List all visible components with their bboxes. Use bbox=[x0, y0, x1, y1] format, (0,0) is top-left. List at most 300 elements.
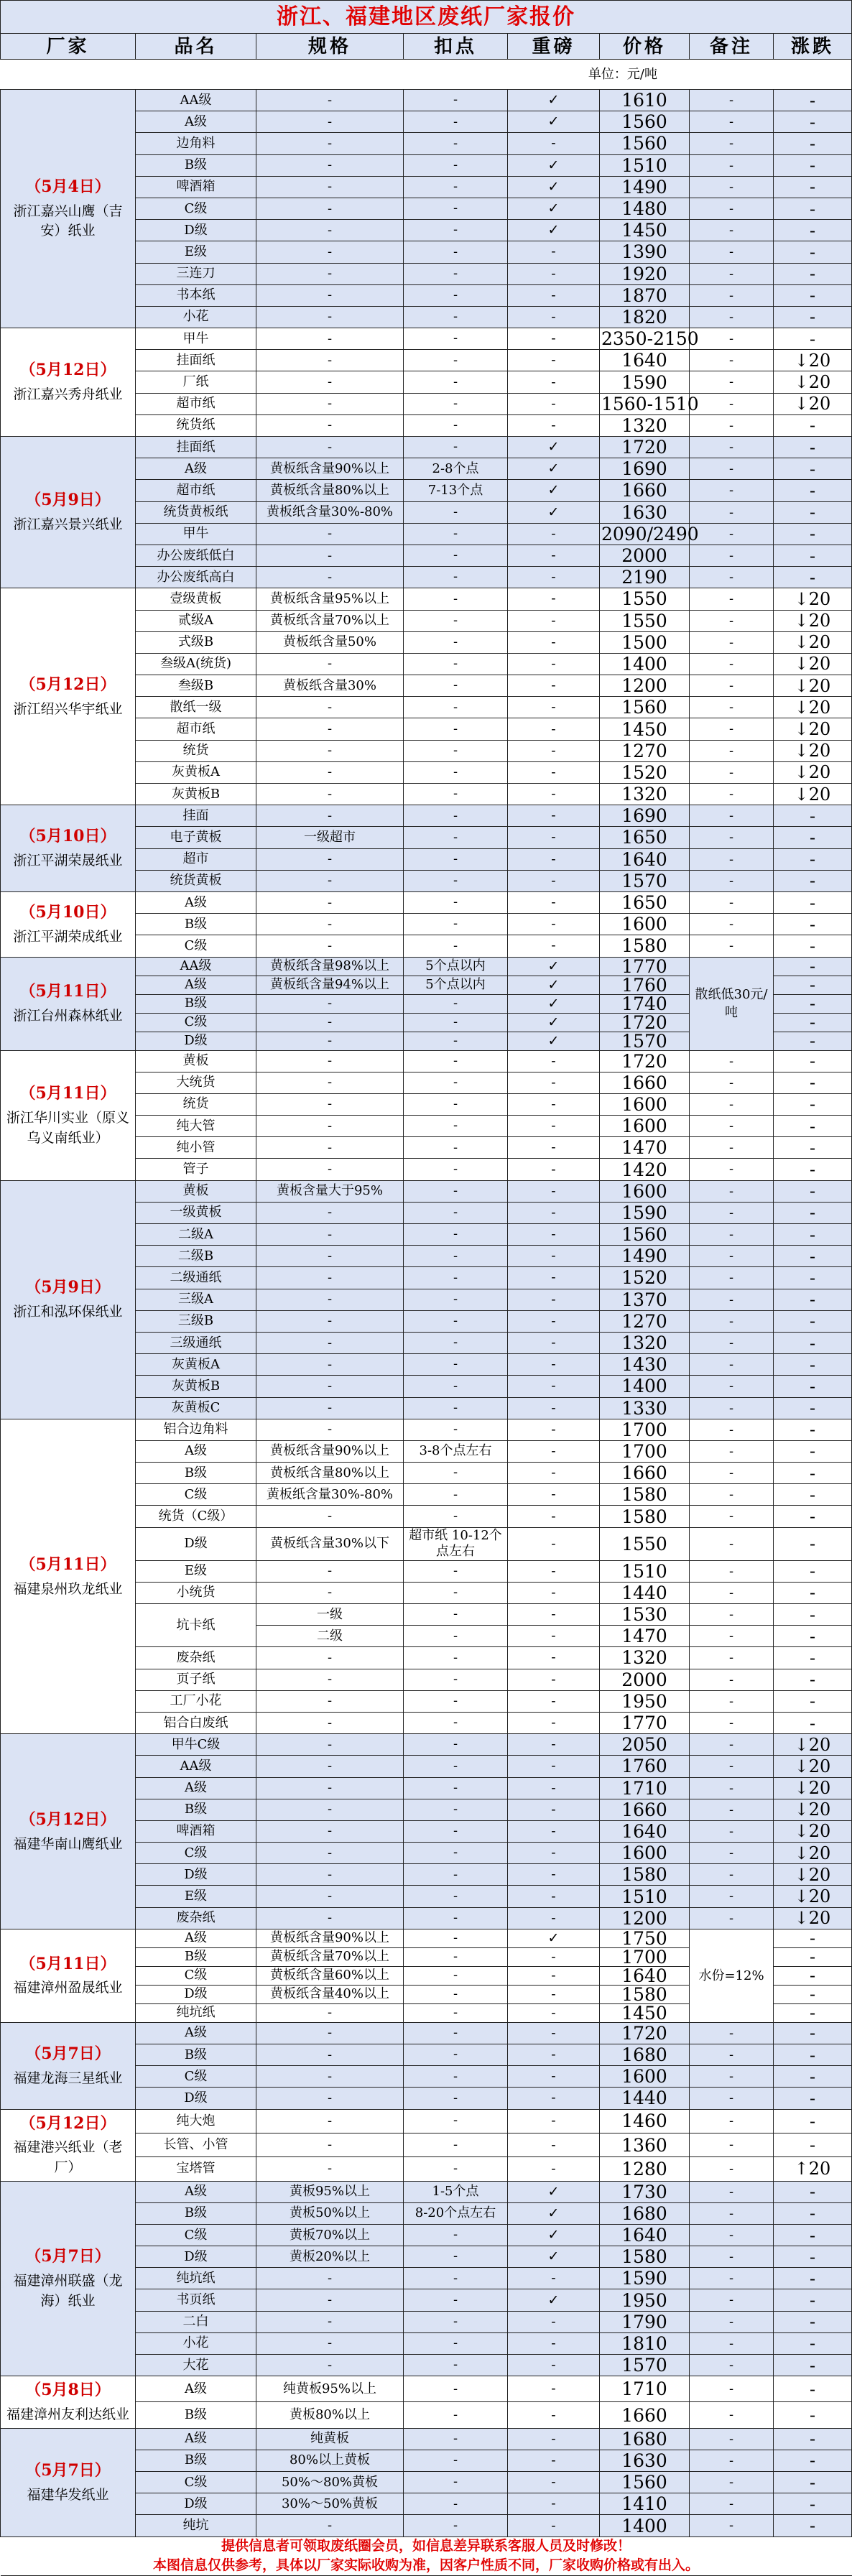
deduction-cell: - bbox=[404, 2428, 508, 2450]
spec-cell: - bbox=[256, 1669, 404, 1690]
change-cell: - bbox=[774, 957, 852, 976]
change-cell: - bbox=[774, 1013, 852, 1032]
price-cell: 1660 bbox=[600, 1072, 690, 1093]
deduction-cell: - bbox=[404, 133, 508, 154]
product-cell: B级 bbox=[136, 1947, 256, 1966]
spec-cell: - bbox=[256, 545, 404, 566]
price-cell: 1710 bbox=[600, 2376, 690, 2402]
price-cell: 1640 bbox=[600, 1966, 690, 1985]
product-cell: B级 bbox=[136, 2202, 256, 2224]
factory-name: 浙江平湖荣成纸业 bbox=[13, 928, 123, 945]
price-cell: 1720 bbox=[600, 1050, 690, 1072]
change-cell: - bbox=[774, 1647, 852, 1669]
weight-cell: - bbox=[508, 1419, 600, 1440]
product-cell: 挂面 bbox=[136, 805, 256, 827]
change-cell: - bbox=[774, 1267, 852, 1289]
deduction-cell: - bbox=[404, 1072, 508, 1093]
deduction-cell: - bbox=[404, 2402, 508, 2428]
weight-cell: - bbox=[508, 2109, 600, 2133]
change-cell: - bbox=[774, 1137, 852, 1159]
product-cell: A级 bbox=[136, 1777, 256, 1799]
spec-cell: 黄板纸含量80%以上 bbox=[256, 480, 404, 501]
product-cell: 纯坑 bbox=[136, 2515, 256, 2536]
weight-cell: ✓ bbox=[508, 154, 600, 176]
factory-name: 福建漳州盈晟纸业 bbox=[13, 1980, 123, 1996]
note-cell: - bbox=[690, 198, 774, 219]
weight-cell: - bbox=[508, 1289, 600, 1310]
product-cell: 铝合白废纸 bbox=[136, 1712, 256, 1733]
weight-cell: ✓ bbox=[508, 480, 600, 501]
note-cell: - bbox=[690, 458, 774, 480]
note-cell: - bbox=[690, 371, 774, 393]
spec-cell: - bbox=[256, 740, 404, 761]
weight-cell: - bbox=[508, 1820, 600, 1842]
change-cell: - bbox=[774, 198, 852, 219]
spec-cell: - bbox=[256, 994, 404, 1013]
spec-cell: - bbox=[256, 697, 404, 718]
price-cell: 1580 bbox=[600, 2246, 690, 2268]
note-cell: - bbox=[690, 1440, 774, 1462]
note-cell: - bbox=[690, 1712, 774, 1733]
weight-cell: - bbox=[508, 1527, 600, 1560]
weight-cell: - bbox=[508, 241, 600, 263]
product-cell: 甲牛 bbox=[136, 523, 256, 545]
price-cell: 1450 bbox=[600, 220, 690, 241]
spec-cell: - bbox=[256, 1734, 404, 1756]
note-cell: - bbox=[690, 1820, 774, 1842]
weight-cell: - bbox=[508, 1159, 600, 1180]
deduction-cell: - bbox=[404, 1180, 508, 1202]
note-cell: - bbox=[690, 2133, 774, 2156]
price-cell: 1470 bbox=[600, 1137, 690, 1159]
price-cell: 1500 bbox=[600, 631, 690, 653]
change-cell: - bbox=[774, 1072, 852, 1093]
weight-cell: - bbox=[508, 1560, 600, 1582]
change-cell: - bbox=[774, 1947, 852, 1966]
note-cell: - bbox=[690, 1072, 774, 1093]
deduction-cell: - bbox=[404, 1484, 508, 1506]
change-cell: - bbox=[774, 1050, 852, 1072]
deduction-cell: - bbox=[404, 1032, 508, 1050]
factory-cell bbox=[1, 1929, 136, 2022]
note-cell: - bbox=[690, 761, 774, 783]
note-cell: - bbox=[690, 414, 774, 436]
deduction-cell: - bbox=[404, 935, 508, 957]
deduction-cell: - bbox=[404, 653, 508, 675]
deduction-cell: - bbox=[404, 1013, 508, 1032]
change-cell: - bbox=[774, 176, 852, 198]
spec-cell: - bbox=[256, 220, 404, 241]
deduction-cell: - bbox=[404, 523, 508, 545]
product-cell: 灰黄板A bbox=[136, 1354, 256, 1376]
note-cell: - bbox=[690, 1734, 774, 1756]
weight-cell: - bbox=[508, 1647, 600, 1669]
price-cell: 1550 bbox=[600, 1527, 690, 1560]
product-cell: 二级A bbox=[136, 1224, 256, 1246]
note-cell: - bbox=[690, 545, 774, 566]
factory-cell bbox=[1, 1734, 136, 1929]
note-cell: - bbox=[690, 2202, 774, 2224]
weight-cell: - bbox=[508, 1582, 600, 1603]
price-cell: 1680 bbox=[600, 2044, 690, 2066]
change-cell: - bbox=[774, 1310, 852, 1332]
note-cell: - bbox=[690, 2268, 774, 2289]
product-cell: B级 bbox=[136, 2044, 256, 2066]
weight-cell: - bbox=[508, 1864, 600, 1886]
sheet-title: 浙江、福建地区废纸厂家报价 bbox=[1, 1, 852, 34]
product-cell: D级 bbox=[136, 1985, 256, 2003]
price-cell: 1730 bbox=[600, 2181, 690, 2202]
weight-cell: - bbox=[508, 2402, 600, 2428]
deduction-cell: - bbox=[404, 1224, 508, 1246]
price-cell: 1600 bbox=[600, 2066, 690, 2088]
change-cell: ↑20 bbox=[774, 2157, 852, 2181]
price-cell: 1530 bbox=[600, 1604, 690, 1626]
factory-date: （5月11日） bbox=[19, 982, 116, 1001]
change-cell: - bbox=[774, 1985, 852, 2003]
product-cell: 啤酒箱 bbox=[136, 1820, 256, 1842]
weight-cell: - bbox=[508, 1843, 600, 1864]
price-cell: 1760 bbox=[600, 1756, 690, 1777]
note-cell: - bbox=[690, 480, 774, 501]
note-cell: - bbox=[690, 675, 774, 697]
price-cell: 1590 bbox=[600, 2268, 690, 2289]
spec-cell: - bbox=[256, 1756, 404, 1777]
price-cell: 1590 bbox=[600, 1202, 690, 1223]
weight-cell: - bbox=[508, 2157, 600, 2181]
note-cell: - bbox=[690, 891, 774, 913]
weight-cell: - bbox=[508, 2022, 600, 2044]
note-cell: - bbox=[690, 2022, 774, 2044]
spec-cell: - bbox=[256, 1332, 404, 1353]
deduction-cell: - bbox=[404, 2355, 508, 2376]
weight-cell: - bbox=[508, 1180, 600, 1202]
price-cell: 1420 bbox=[600, 1159, 690, 1180]
note-cell: - bbox=[690, 1907, 774, 1929]
footer-line-2: 本图信息仅供参考，具体以厂家实际收购为准，因客户性质不同，厂家收购价格或有出入。 bbox=[1, 2556, 852, 2575]
note-cell: - bbox=[690, 2044, 774, 2066]
header-spec: 规格 bbox=[256, 34, 404, 60]
spec-cell: 黄板含量大于95% bbox=[256, 1180, 404, 1202]
spec-cell: - bbox=[256, 2088, 404, 2109]
spec-cell: - bbox=[256, 306, 404, 328]
product-cell: D级 bbox=[136, 2088, 256, 2109]
product-cell: D级 bbox=[136, 2493, 256, 2515]
price-cell: 1950 bbox=[600, 2289, 690, 2311]
weight-cell: - bbox=[508, 2355, 600, 2376]
change-cell: - bbox=[774, 284, 852, 306]
price-cell: 1570 bbox=[600, 2355, 690, 2376]
product-cell: 页子纸 bbox=[136, 1669, 256, 1690]
spec-cell: 黄板纸含量90%以上 bbox=[256, 1929, 404, 1947]
deduction-cell: - bbox=[404, 2157, 508, 2181]
change-cell: - bbox=[774, 2181, 852, 2202]
deduction-cell: - bbox=[404, 1799, 508, 1820]
weight-cell: - bbox=[508, 393, 600, 414]
weight-cell: ✓ bbox=[508, 90, 600, 111]
note-cell: - bbox=[690, 653, 774, 675]
header-note: 备注 bbox=[690, 34, 774, 60]
spec-cell: - bbox=[256, 1354, 404, 1376]
change-cell: - bbox=[774, 827, 852, 848]
price-cell: 1450 bbox=[600, 718, 690, 740]
spec-cell: - bbox=[256, 2133, 404, 2156]
weight-cell: ✓ bbox=[508, 1929, 600, 1947]
price-cell: 1550 bbox=[600, 610, 690, 631]
change-cell: - bbox=[774, 2003, 852, 2022]
price-cell: 1510 bbox=[600, 1560, 690, 1582]
product-cell: D级 bbox=[136, 1527, 256, 1560]
factory-cell bbox=[1, 2376, 136, 2428]
change-cell: - bbox=[774, 2088, 852, 2109]
product-cell: 甲牛C级 bbox=[136, 1734, 256, 1756]
weight-cell: - bbox=[508, 2044, 600, 2066]
price-cell: 1280 bbox=[600, 2157, 690, 2181]
price-cell: 1700 bbox=[600, 1419, 690, 1440]
title-row bbox=[1, 1, 852, 34]
weight-cell: - bbox=[508, 1947, 600, 1966]
change-cell: ↓20 bbox=[774, 1756, 852, 1777]
price-cell: 1660 bbox=[600, 1799, 690, 1820]
deduction-cell: - bbox=[404, 567, 508, 588]
factory-cell bbox=[1, 2022, 136, 2109]
product-cell: A级 bbox=[136, 2376, 256, 2402]
change-cell: - bbox=[774, 111, 852, 133]
deduction-cell: - bbox=[404, 1419, 508, 1440]
change-cell: - bbox=[774, 1354, 852, 1376]
product-cell: 小花 bbox=[136, 2332, 256, 2354]
note-cell: - bbox=[690, 1137, 774, 1159]
deduction-cell: 5个点以内 bbox=[404, 957, 508, 976]
price-cell: 1370 bbox=[600, 1289, 690, 1310]
price-cell: 1650 bbox=[600, 891, 690, 913]
change-cell: - bbox=[774, 848, 852, 870]
change-cell: - bbox=[774, 1376, 852, 1397]
price-cell: 1600 bbox=[600, 1180, 690, 1202]
table-row bbox=[1, 805, 852, 827]
deduction-cell: - bbox=[404, 2088, 508, 2109]
price-cell: 1560-1510 bbox=[600, 393, 690, 414]
spec-cell: - bbox=[256, 154, 404, 176]
weight-cell: - bbox=[508, 328, 600, 350]
change-cell: - bbox=[774, 1093, 852, 1115]
deduction-cell: - bbox=[404, 2044, 508, 2066]
weight-cell: - bbox=[508, 1966, 600, 1985]
header-weight: 重磅 bbox=[508, 34, 600, 60]
table-row bbox=[1, 90, 852, 111]
note-cell: - bbox=[690, 2181, 774, 2202]
deduction-cell: - bbox=[404, 1690, 508, 1712]
table-row bbox=[1, 2376, 852, 2402]
table-row bbox=[1, 1050, 852, 1072]
change-cell: - bbox=[774, 414, 852, 436]
change-cell: - bbox=[774, 1929, 852, 1947]
spec-cell: 纯黄板 bbox=[256, 2428, 404, 2450]
spec-cell: - bbox=[256, 350, 404, 371]
product-cell: D级 bbox=[136, 1032, 256, 1050]
factory-cell bbox=[1, 2109, 136, 2181]
spec-cell: - bbox=[256, 935, 404, 957]
deduction-cell: - bbox=[404, 631, 508, 653]
change-cell: - bbox=[774, 1527, 852, 1560]
change-cell: ↓20 bbox=[774, 350, 852, 371]
product-cell: 灰黄板A bbox=[136, 761, 256, 783]
product-cell: E级 bbox=[136, 1886, 256, 1907]
spec-cell: - bbox=[256, 2044, 404, 2066]
product-cell: A级 bbox=[136, 1440, 256, 1462]
price-cell: 1320 bbox=[600, 1332, 690, 1353]
factory-name: 浙江嘉兴景兴纸业 bbox=[13, 516, 123, 533]
price-cell: 1660 bbox=[600, 480, 690, 501]
deduction-cell: 超市纸 10-12个点左右 bbox=[404, 1527, 508, 1560]
note-cell: 水份=12% bbox=[690, 1929, 774, 2022]
product-cell: 边角料 bbox=[136, 133, 256, 154]
note-cell: - bbox=[690, 784, 774, 805]
table-row bbox=[1, 588, 852, 610]
deduction-cell: - bbox=[404, 2311, 508, 2332]
deduction-cell: - bbox=[404, 2003, 508, 2022]
change-cell: - bbox=[774, 2450, 852, 2471]
change-cell: - bbox=[774, 2332, 852, 2354]
change-cell: ↓20 bbox=[774, 761, 852, 783]
deduction-cell: - bbox=[404, 1907, 508, 1929]
deduction-cell: - bbox=[404, 1647, 508, 1669]
weight-cell: - bbox=[508, 1202, 600, 1223]
factory-date: （5月9日） bbox=[25, 491, 111, 510]
price-cell: 2190 bbox=[600, 567, 690, 588]
change-cell: - bbox=[774, 1246, 852, 1267]
unit-row bbox=[1, 60, 852, 90]
product-cell: 统货黄板纸 bbox=[136, 501, 256, 523]
deduction-cell: - bbox=[404, 718, 508, 740]
factory-name: 浙江平湖荣晟纸业 bbox=[13, 853, 123, 869]
factory-name: 福建华南山鹰纸业 bbox=[13, 1835, 123, 1852]
weight-cell: - bbox=[508, 1734, 600, 1756]
price-cell: 1640 bbox=[600, 2224, 690, 2246]
product-cell: 书页纸 bbox=[136, 2289, 256, 2311]
factory-date: （5月12日） bbox=[19, 1810, 116, 1829]
weight-cell: - bbox=[508, 1669, 600, 1690]
weight-cell: - bbox=[508, 1626, 600, 1647]
price-cell: 1760 bbox=[600, 976, 690, 994]
product-cell: 统货纸 bbox=[136, 414, 256, 436]
note-cell: - bbox=[690, 1777, 774, 1799]
change-cell: ↓20 bbox=[774, 1886, 852, 1907]
product-cell: 灰黄板B bbox=[136, 1376, 256, 1397]
change-cell: ↓20 bbox=[774, 371, 852, 393]
deduction-cell: - bbox=[404, 545, 508, 566]
note-cell: - bbox=[690, 740, 774, 761]
price-cell: 1680 bbox=[600, 2428, 690, 2450]
deduction-cell: - bbox=[404, 1289, 508, 1310]
factory-name: 浙江和泓环保纸业 bbox=[13, 1304, 123, 1320]
deduction-cell: - bbox=[404, 610, 508, 631]
note-cell: - bbox=[690, 1310, 774, 1332]
change-cell: - bbox=[774, 2289, 852, 2311]
change-cell: - bbox=[774, 437, 852, 458]
product-cell: E级 bbox=[136, 241, 256, 263]
weight-cell: - bbox=[508, 870, 600, 891]
factory-cell bbox=[1, 1419, 136, 1733]
product-cell: C级 bbox=[136, 1966, 256, 1985]
product-cell: 叁级A(统货) bbox=[136, 653, 256, 675]
factory-date: （5月7日） bbox=[25, 2044, 111, 2063]
product-cell: 二白 bbox=[136, 2311, 256, 2332]
spec-cell: - bbox=[256, 111, 404, 133]
spec-cell: - bbox=[256, 263, 404, 284]
weight-cell: - bbox=[508, 914, 600, 935]
product-cell: C级 bbox=[136, 935, 256, 957]
change-cell: ↓20 bbox=[774, 588, 852, 610]
factory-date: （5月4日） bbox=[25, 177, 111, 197]
spec-cell: - bbox=[256, 241, 404, 263]
note-cell: - bbox=[690, 1376, 774, 1397]
change-cell: - bbox=[774, 90, 852, 111]
note-cell: - bbox=[690, 1484, 774, 1506]
price-cell: 1270 bbox=[600, 1310, 690, 1332]
price-cell: 1510 bbox=[600, 1886, 690, 1907]
weight-cell: ✓ bbox=[508, 2181, 600, 2202]
deduction-cell: - bbox=[404, 1712, 508, 1733]
note-cell: - bbox=[690, 1626, 774, 1647]
note-cell: - bbox=[690, 2450, 774, 2471]
note-cell: - bbox=[690, 1506, 774, 1527]
deduction-cell: 5个点以内 bbox=[404, 976, 508, 994]
price-cell: 1720 bbox=[600, 437, 690, 458]
note-cell: - bbox=[690, 263, 774, 284]
spec-cell: - bbox=[256, 1690, 404, 1712]
factory-cell bbox=[1, 437, 136, 588]
change-cell: - bbox=[774, 306, 852, 328]
weight-cell: ✓ bbox=[508, 198, 600, 219]
deduction-cell: - bbox=[404, 1929, 508, 1947]
spec-cell: - bbox=[256, 284, 404, 306]
deduction-cell: - bbox=[404, 1626, 508, 1647]
change-cell: - bbox=[774, 458, 852, 480]
product-cell: 一级黄板 bbox=[136, 1202, 256, 1223]
deduction-cell: - bbox=[404, 675, 508, 697]
price-cell: 1600 bbox=[600, 1116, 690, 1137]
price-cell: 1650 bbox=[600, 827, 690, 848]
note-cell: - bbox=[690, 1647, 774, 1669]
note-cell: - bbox=[690, 328, 774, 350]
spec-cell: - bbox=[256, 1376, 404, 1397]
product-cell: 啤酒箱 bbox=[136, 176, 256, 198]
change-cell: - bbox=[774, 1289, 852, 1310]
change-cell: - bbox=[774, 1202, 852, 1223]
note-cell: - bbox=[690, 805, 774, 827]
spec-cell: 30%～50%黄板 bbox=[256, 2493, 404, 2515]
footer-line-1: 提供信息者可领取废纸圈会员，如信息差异联系客服人员及时修改！ bbox=[1, 2536, 852, 2556]
product-cell: 纯坑纸 bbox=[136, 2268, 256, 2289]
deduction-cell: - bbox=[404, 241, 508, 263]
product-cell: 挂面纸 bbox=[136, 350, 256, 371]
price-cell: 1560 bbox=[600, 133, 690, 154]
change-cell: - bbox=[774, 976, 852, 994]
price-cell: 2090/2490 bbox=[600, 523, 690, 545]
factory-name: 福建漳州联盛（龙海）纸业 bbox=[13, 2273, 123, 2309]
product-cell: 三级A bbox=[136, 1289, 256, 1310]
change-cell: ↓20 bbox=[774, 1777, 852, 1799]
weight-cell: - bbox=[508, 1506, 600, 1527]
spec-cell: - bbox=[256, 1116, 404, 1137]
weight-cell: - bbox=[508, 2376, 600, 2402]
weight-cell: - bbox=[508, 133, 600, 154]
weight-cell: - bbox=[508, 1397, 600, 1419]
weight-cell: - bbox=[508, 1907, 600, 1929]
spec-cell: - bbox=[256, 784, 404, 805]
spec-cell: 二级 bbox=[256, 1626, 404, 1647]
